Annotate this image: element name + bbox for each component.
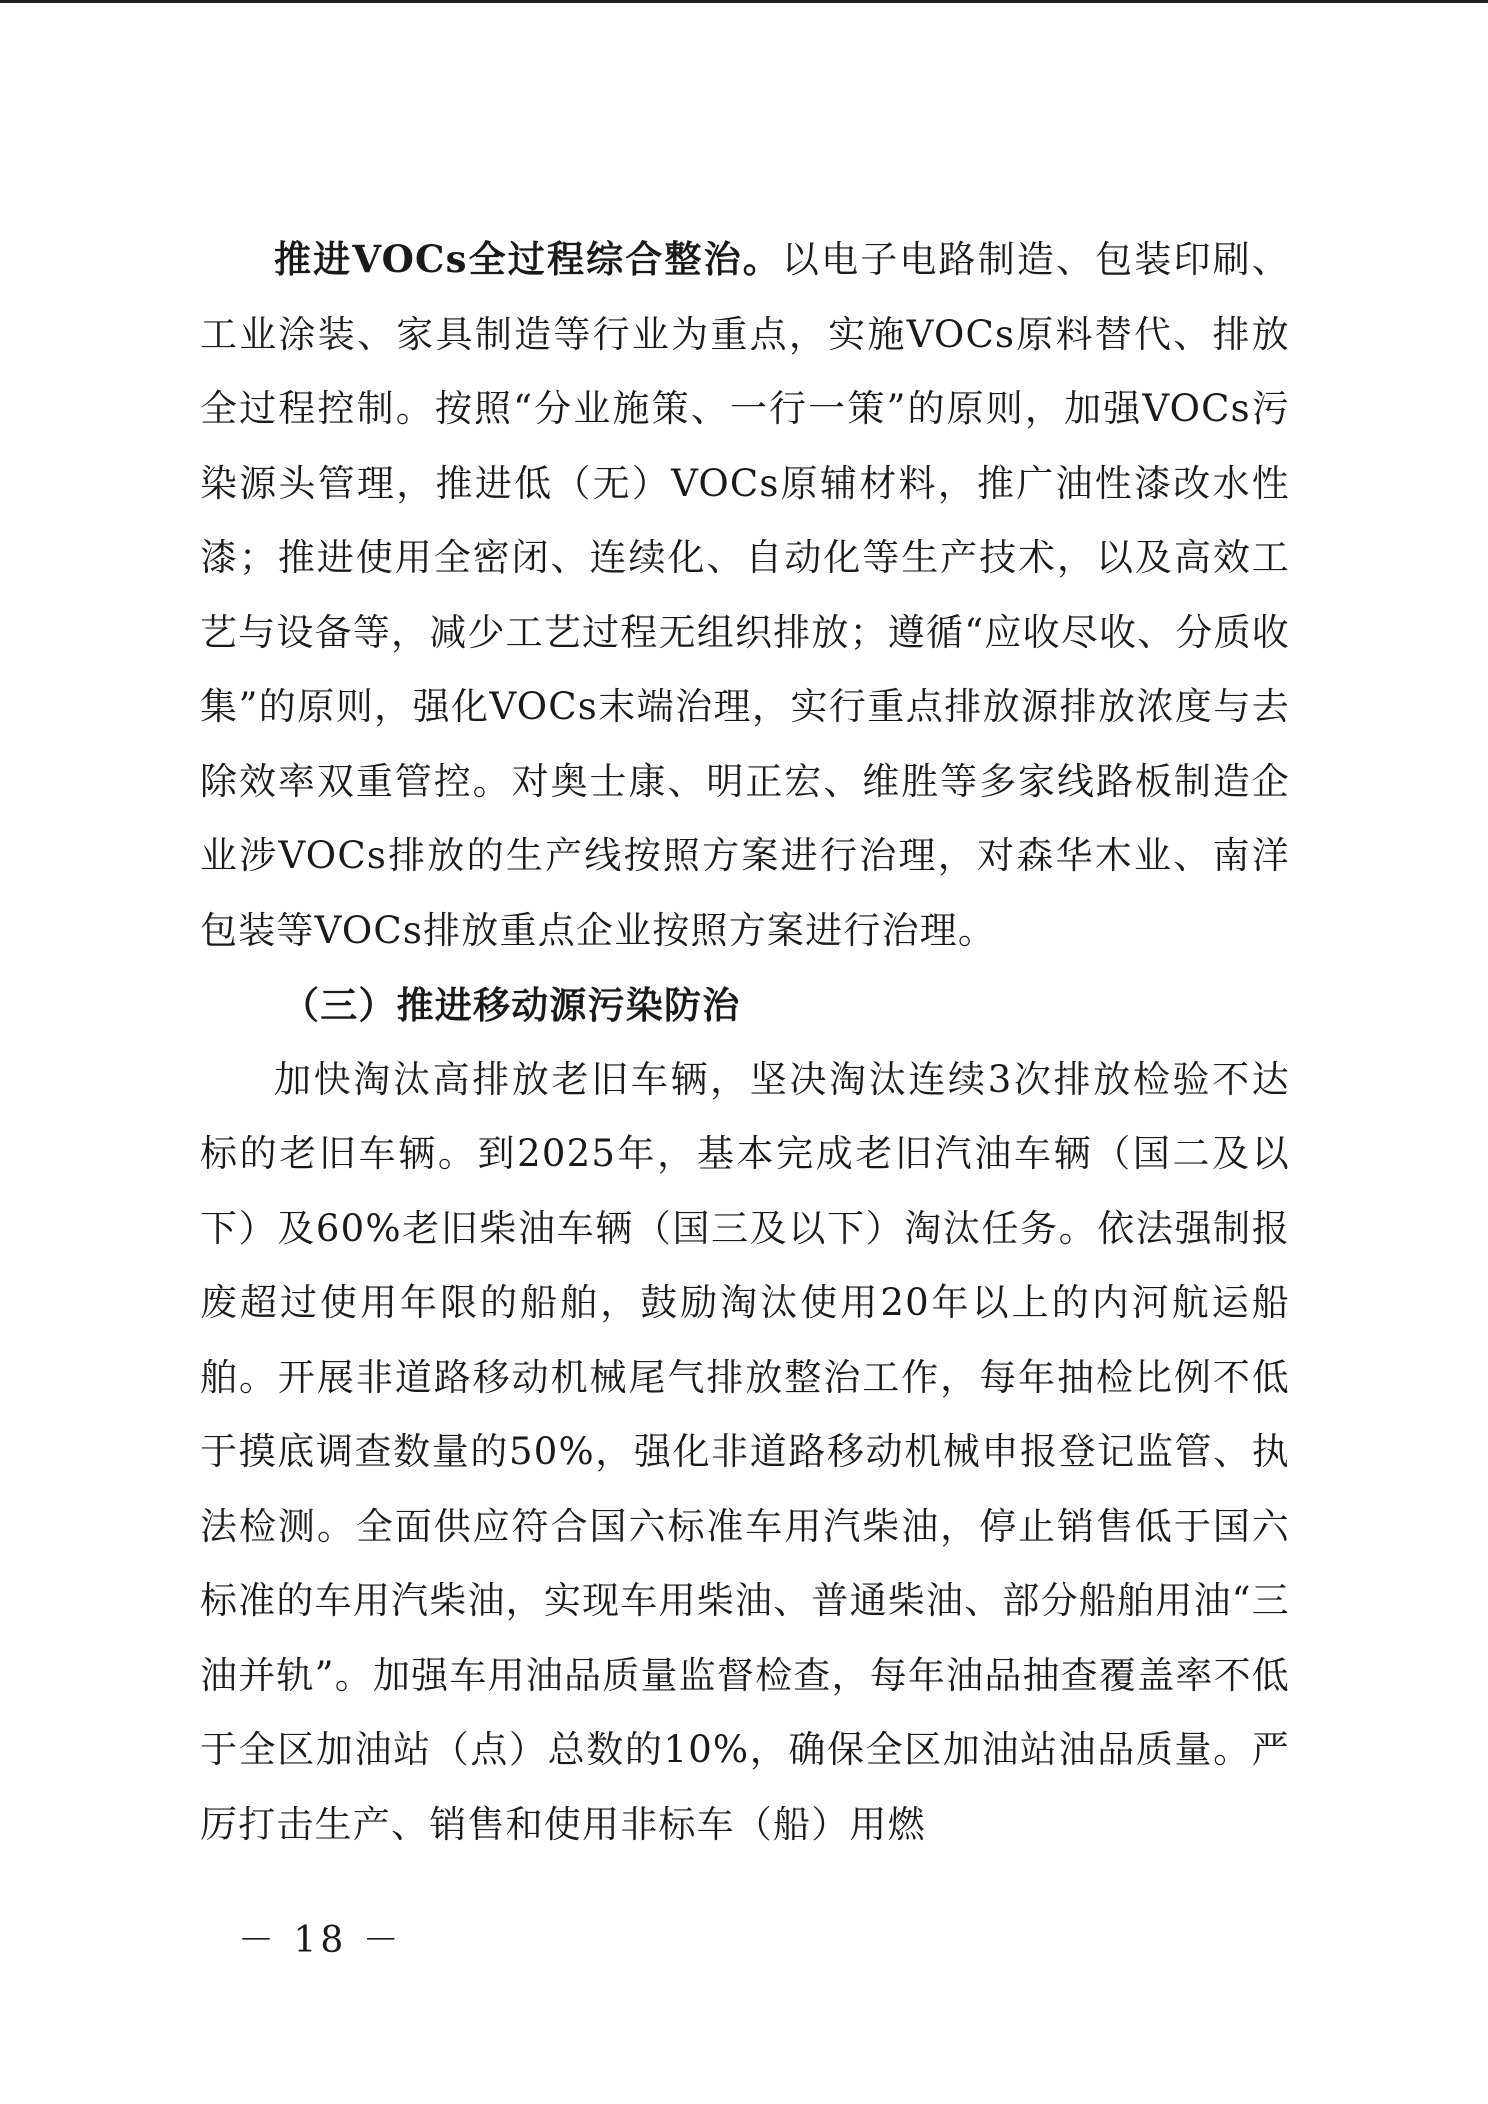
paragraph-mobile-source: 加快淘汰高排放老旧车辆，坚决淘汰连续3次排放检验不达标的老旧车辆。到2025年，基本完成老旧汽油车辆（国二及以下）及60%老旧柴油车辆（国三及以下）淘汰任务。依法强制报废超过使用年限的船舶，鼓励淘汰使用20年以上的内河航运船舶。开展非道路移动机械尾气排放整治工作，每年抽检比例不低于摸底调查数量的50%，强化非道路移动机械申报登记监管、执法检测。全面供应符合国六标准车用汽柴油，停止销售低于国六标准的车用汽柴油，实现车用柴油、普通柴油、部分船舶用油“三油并轨”。加强车用油品质量监督检查，每年油品抽查覆盖率不低于全区加油站（点）总数的10%，确保全区加油站油品质量。严厉打击生产、销售和使用非标车（船）用燃 [200, 1057, 1290, 1846]
top-border-line [0, 0, 1488, 3]
document-body [200, 222, 1290, 1862]
paragraph-text: 以电子电路制造、包装印刷、工业涂装、家具制造等行业为重点，实施VOCs原料替代、排放全过程控制。按照“分业施策、一行一策”的原则，加强VOCs污染源头管理，推进低（无）VOCs原辅材料，推广油性漆改水性漆；推进使用全密闭、连续化、自动化等生产技术，以及高效工艺与设备等，减少工艺过程无组织排放；遵循“应收尽收、分质收集”的原则，强化VOCs末端治理，实行重点排放源排放浓度与去除效率双重管控。对奥士康、明正宏、维胜等多家线路板制造企业涉VOCs排放的生产线按照方案进行治理，对森华木业、南洋包装等VOCs排放重点企业按照方案进行治理。 [200, 238, 1290, 952]
paragraph-lead-heading: 推进VOCs全过程综合整治。 [274, 237, 782, 281]
paragraph-vocs-treatment [200, 222, 1290, 968]
section-heading: （三）推进移动源污染防治 [282, 983, 741, 1027]
page-number: － 18 － [238, 1920, 403, 1961]
